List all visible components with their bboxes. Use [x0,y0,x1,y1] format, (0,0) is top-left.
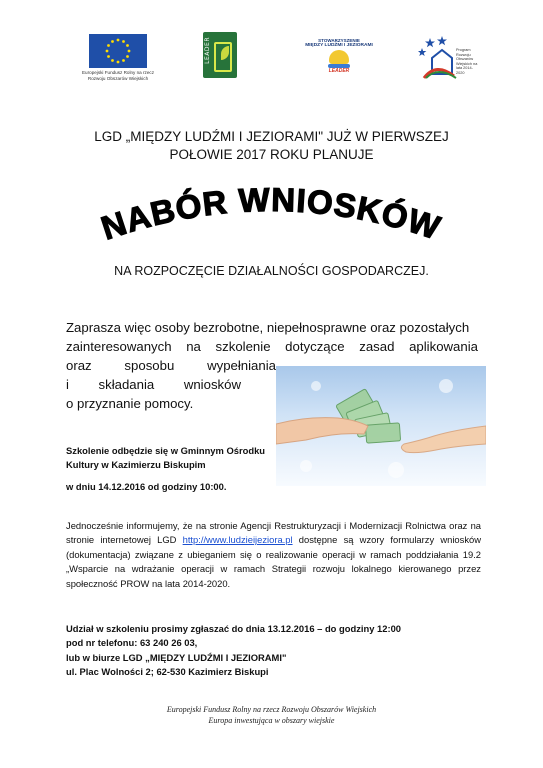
registration-block [66,622,486,680]
eu-flag-icon [89,34,147,68]
heading-line-1: LGD „MIĘDZY LUDŹMI I JEZIORAMI" JUŻ W PIERWSZEJ [94,129,449,144]
title-banner [80,184,463,254]
lgd-logo-line3: LEADER [328,68,350,74]
footer-line-2: Europa inwestująca w obszary wiejskie [208,716,335,725]
info-text-before-link: Jednocześnie informujemy, że na stronie Agencji Restrukturyzacji i Modernizacji Rolnictwa oraz na stronie internetowej LGD [66,520,481,546]
announcement-heading [0,128,543,164]
intro-line-4: i składania wniosków [66,377,241,392]
registration-phone: pod nr telefonu: 63 240 26 03, [66,637,198,649]
registration-office: lub w biurze LGD „MIĘDZY LUDŹMI I JEZIORAMI" [66,651,287,663]
lgd-logo-line1: STOWARZYSZENIE [318,38,360,43]
registration-address: ul. Plac Wolności 2; 62-530 Kazimierz Biskupi [66,666,269,678]
intro-line-1: Zaprasza więc osoby bezrobotne, niepełnosprawne oraz pozostałych [66,320,470,335]
registration-deadline: Udział w szkoleniu prosimy zgłaszać do dnia 13.12.2016 – do godziny 12:00 [66,623,402,634]
eu-logo [78,34,158,81]
intro-line-2: zainteresowanych na szkolenie dotyczące zasad aplikowania [66,339,478,354]
prow-logo-text: Program Rozwoju Obszarów Wiejskich na lata 2014-2020 [456,48,478,75]
lgd-website-link[interactable]: http://www.ludzieijeziora.pl [182,534,293,546]
lgd-logo [298,38,380,74]
training-date: w dniu 14.12.2016 od godziny 10:00. [66,481,227,492]
sun-icon [329,50,349,64]
info-text-after-link: dostępne są wzory formularzy wniosków (dokumentacja) związane z ubieganiem się o realizowanie operacji w ramach poddziałania 19.2 „Wsparcie na wdrażanie operacji w ramach Strategii rozwoju lokalnego kierowanego przez społeczność PROW na lata 2014-2020. [66,534,481,589]
svg-text:NABÓR WNIOSKÓW [97,184,446,247]
lgd-logo-line2: MIĘDZY LUDŹMI I JEZIORAMI [305,43,373,48]
prow-emblem-icon [418,34,458,80]
page-footer [0,704,543,726]
leader-logo [203,32,237,78]
training-location: Szkolenie odbędzie się w Gminnym Ośrodku Kultury w Kazimierzu Biskupim [66,445,266,470]
intro-line-3: oraz sposobu wypełniania [66,358,276,373]
info-paragraph [66,519,481,591]
page-title: NABÓR WNIOSKÓW [96,184,446,247]
page-subheading: NA ROZPOCZĘCIE DZIAŁALNOŚCI GOSPODARCZEJ. [114,264,429,278]
eu-logo-caption: Europejski Fundusz Rolny na rzecz Rozwoju Obszarów Wiejskich [81,70,154,81]
intro-line-5: o przyznanie pomocy. [66,396,194,411]
leader-logo-text: LEADER [204,37,211,64]
logo-bar [0,30,543,90]
prow-logo [418,34,478,82]
footer-line-1: Europejski Fundusz Rolny na rzecz Rozwoju Obszarów Wiejskich [166,705,377,714]
heading-line-2: POŁOWIE 2017 ROKU PLANUJE [169,147,374,162]
money-handover-photo [276,366,486,486]
